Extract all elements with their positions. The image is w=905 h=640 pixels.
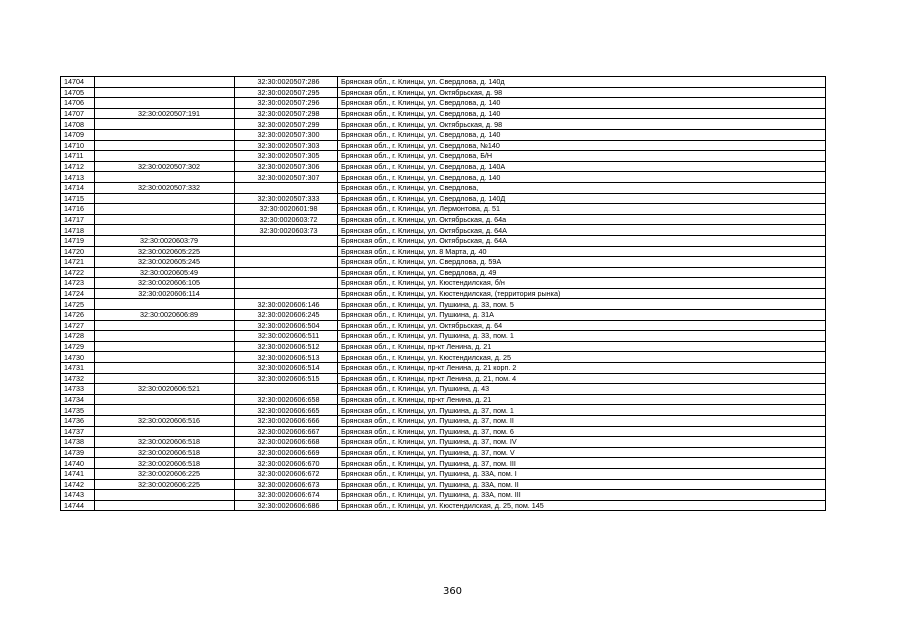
row-number-cell: 14718 bbox=[61, 225, 95, 236]
row-number-cell: 14730 bbox=[61, 352, 95, 363]
parent-cadastral-cell: 32:30:0020605:225 bbox=[95, 246, 235, 257]
row-number-cell: 14744 bbox=[61, 500, 95, 511]
address-cell: Брянская обл., г. Клинцы, ул. Пушкина, д. 33А, пом. II bbox=[338, 479, 826, 490]
parent-cadastral-cell bbox=[95, 426, 235, 437]
cadastral-number-cell: 32:30:0020606:672 bbox=[235, 468, 338, 479]
parent-cadastral-cell bbox=[95, 151, 235, 162]
table-body bbox=[61, 77, 826, 511]
cadastral-number-cell: 32:30:0020606:658 bbox=[235, 394, 338, 405]
cadastral-number-cell: 32:30:0020606:668 bbox=[235, 437, 338, 448]
address-cell: Брянская обл., г. Клинцы, ул. Пушкина, д. 37, пом. 6 bbox=[338, 426, 826, 437]
cadastral-number-cell: 32:30:0020606:673 bbox=[235, 479, 338, 490]
row-number-cell: 14715 bbox=[61, 193, 95, 204]
table-row bbox=[61, 394, 826, 405]
table-row bbox=[61, 447, 826, 458]
address-cell: Брянская обл., г. Клинцы, пр-кт Ленина, д. 21 корп. 2 bbox=[338, 363, 826, 374]
table-row bbox=[61, 437, 826, 448]
cadastral-number-cell bbox=[235, 384, 338, 395]
row-number-cell: 14738 bbox=[61, 437, 95, 448]
row-number-cell: 14727 bbox=[61, 320, 95, 331]
cadastral-number-cell: 32:30:0020507:299 bbox=[235, 119, 338, 130]
address-cell: Брянская обл., г. Клинцы, ул. Пушкина, д. 37, пом. V bbox=[338, 447, 826, 458]
row-number-cell: 14705 bbox=[61, 87, 95, 98]
parent-cadastral-cell: 32:30:0020606:516 bbox=[95, 416, 235, 427]
table-row bbox=[61, 182, 826, 193]
address-cell: Брянская обл., г. Клинцы, ул. Кюстендилская, (территория рынка) bbox=[338, 288, 826, 299]
row-number-cell: 14714 bbox=[61, 182, 95, 193]
parent-cadastral-cell: 32:30:0020606:105 bbox=[95, 278, 235, 289]
parent-cadastral-cell bbox=[95, 373, 235, 384]
table-row bbox=[61, 458, 826, 469]
table-row bbox=[61, 384, 826, 395]
address-cell: Брянская обл., г. Клинцы, ул. Пушкина, д. 37, пом. II bbox=[338, 416, 826, 427]
address-cell: Брянская обл., г. Клинцы, ул. Октябрьская, д. 64А bbox=[338, 225, 826, 236]
table-row bbox=[61, 108, 826, 119]
address-cell: Брянская обл., г. Клинцы, ул. Пушкина, д. 33, пом. 5 bbox=[338, 299, 826, 310]
row-number-cell: 14717 bbox=[61, 214, 95, 225]
address-cell: Брянская обл., г. Клинцы, ул. Пушкина, д. 33, пом. 1 bbox=[338, 331, 826, 342]
address-cell: Брянская обл., г. Клинцы, ул. Свердлова, д. 140д bbox=[338, 77, 826, 88]
table-row bbox=[61, 331, 826, 342]
row-number-cell: 14731 bbox=[61, 363, 95, 374]
row-number-cell: 14724 bbox=[61, 288, 95, 299]
parent-cadastral-cell bbox=[95, 225, 235, 236]
row-number-cell: 14720 bbox=[61, 246, 95, 257]
row-number-cell: 14707 bbox=[61, 108, 95, 119]
parent-cadastral-cell bbox=[95, 341, 235, 352]
parent-cadastral-cell bbox=[95, 214, 235, 225]
row-number-cell: 14719 bbox=[61, 235, 95, 246]
parent-cadastral-cell bbox=[95, 352, 235, 363]
parent-cadastral-cell: 32:30:0020606:518 bbox=[95, 458, 235, 469]
table-row bbox=[61, 193, 826, 204]
row-number-cell: 14728 bbox=[61, 331, 95, 342]
row-number-cell: 14721 bbox=[61, 257, 95, 268]
address-cell: Брянская обл., г. Клинцы, ул. Свердлова, д. 140 bbox=[338, 98, 826, 109]
row-number-cell: 14708 bbox=[61, 119, 95, 130]
cadastral-number-cell: 32:30:0020507:300 bbox=[235, 129, 338, 140]
parent-cadastral-cell: 32:30:0020507:332 bbox=[95, 182, 235, 193]
address-cell: Брянская обл., г. Клинцы, ул. Октябрьская, д. 64 bbox=[338, 320, 826, 331]
address-cell: Брянская обл., г. Клинцы, ул. Свердлова, д. 140 bbox=[338, 108, 826, 119]
address-cell: Брянская обл., г. Клинцы, ул. Октябрьская, д. 64а bbox=[338, 214, 826, 225]
table-row bbox=[61, 363, 826, 374]
address-cell: Брянская обл., г. Клинцы, ул. Свердлова, д. 59А bbox=[338, 257, 826, 268]
address-cell: Брянская обл., г. Клинцы, ул. Кюстендилская, д. 25 bbox=[338, 352, 826, 363]
cadastral-number-cell: 32:30:0020606:665 bbox=[235, 405, 338, 416]
row-number-cell: 14737 bbox=[61, 426, 95, 437]
parent-cadastral-cell: 32:30:0020507:191 bbox=[95, 108, 235, 119]
table-row bbox=[61, 500, 826, 511]
table-row bbox=[61, 278, 826, 289]
parent-cadastral-cell bbox=[95, 405, 235, 416]
address-cell: Брянская обл., г. Клинцы, ул. Кюстендилская, д. 25, пом. 145 bbox=[338, 500, 826, 511]
parent-cadastral-cell bbox=[95, 119, 235, 130]
cadastral-number-cell: 32:30:0020606:515 bbox=[235, 373, 338, 384]
address-cell: Брянская обл., г. Клинцы, ул. Пушкина, д. 43 bbox=[338, 384, 826, 395]
table-row bbox=[61, 267, 826, 278]
cadastral-number-cell: 32:30:0020606:504 bbox=[235, 320, 338, 331]
row-number-cell: 14734 bbox=[61, 394, 95, 405]
row-number-cell: 14706 bbox=[61, 98, 95, 109]
cadastral-number-cell: 32:30:0020507:295 bbox=[235, 87, 338, 98]
cadastral-table bbox=[60, 76, 826, 511]
row-number-cell: 14736 bbox=[61, 416, 95, 427]
table-row bbox=[61, 214, 826, 225]
table-row bbox=[61, 204, 826, 215]
table-row bbox=[61, 352, 826, 363]
table-row bbox=[61, 235, 826, 246]
row-number-cell: 14716 bbox=[61, 204, 95, 215]
parent-cadastral-cell: 32:30:0020606:518 bbox=[95, 437, 235, 448]
row-number-cell: 14711 bbox=[61, 151, 95, 162]
row-number-cell: 14735 bbox=[61, 405, 95, 416]
row-number-cell: 14725 bbox=[61, 299, 95, 310]
table-row bbox=[61, 225, 826, 236]
address-cell: Брянская обл., г. Клинцы, ул. Пушкина, д. 37, пом. III bbox=[338, 458, 826, 469]
cadastral-number-cell bbox=[235, 235, 338, 246]
cadastral-number-cell: 32:30:0020603:72 bbox=[235, 214, 338, 225]
row-number-cell: 14741 bbox=[61, 468, 95, 479]
address-cell: Брянская обл., г. Клинцы, ул. Кюстендилская, б/н bbox=[338, 278, 826, 289]
cadastral-number-cell: 32:30:0020606:513 bbox=[235, 352, 338, 363]
address-cell: Брянская обл., г. Клинцы, ул. Пушкина, д. 37, пом. IV bbox=[338, 437, 826, 448]
parent-cadastral-cell: 32:30:0020507:302 bbox=[95, 161, 235, 172]
cadastral-number-cell: 32:30:0020603:73 bbox=[235, 225, 338, 236]
cadastral-number-cell: 32:30:0020606:512 bbox=[235, 341, 338, 352]
table-row bbox=[61, 129, 826, 140]
table-row bbox=[61, 288, 826, 299]
parent-cadastral-cell bbox=[95, 172, 235, 183]
address-cell: Брянская обл., г. Клинцы, пр-кт Ленина, д. 21 bbox=[338, 394, 826, 405]
row-number-cell: 14704 bbox=[61, 77, 95, 88]
parent-cadastral-cell bbox=[95, 500, 235, 511]
parent-cadastral-cell: 32:30:0020606:225 bbox=[95, 468, 235, 479]
table-row bbox=[61, 87, 826, 98]
row-number-cell: 14729 bbox=[61, 341, 95, 352]
parent-cadastral-cell bbox=[95, 331, 235, 342]
address-cell: Брянская обл., г. Клинцы, ул. Пушкина, д. 33А, пом. I bbox=[338, 468, 826, 479]
table-row bbox=[61, 373, 826, 384]
cadastral-number-cell: 32:30:0020606:686 bbox=[235, 500, 338, 511]
address-cell: Брянская обл., г. Клинцы, пр-кт Ленина, д. 21, пом. 4 bbox=[338, 373, 826, 384]
table-row bbox=[61, 405, 826, 416]
row-number-cell: 14732 bbox=[61, 373, 95, 384]
cadastral-number-cell: 32:30:0020507:305 bbox=[235, 151, 338, 162]
cadastral-number-cell: 32:30:0020606:669 bbox=[235, 447, 338, 458]
address-cell: Брянская обл., г. Клинцы, ул. Свердлова, bbox=[338, 182, 826, 193]
row-number-cell: 14722 bbox=[61, 267, 95, 278]
table-row bbox=[61, 416, 826, 427]
cadastral-number-cell: 32:30:0020507:286 bbox=[235, 77, 338, 88]
parent-cadastral-cell bbox=[95, 129, 235, 140]
address-cell: Брянская обл., г. Клинцы, ул. Свердлова, №140 bbox=[338, 140, 826, 151]
table-row bbox=[61, 479, 826, 490]
table-row bbox=[61, 299, 826, 310]
parent-cadastral-cell bbox=[95, 394, 235, 405]
cadastral-number-cell: 32:30:0020606:674 bbox=[235, 490, 338, 501]
parent-cadastral-cell: 32:30:0020606:518 bbox=[95, 447, 235, 458]
parent-cadastral-cell: 32:30:0020606:89 bbox=[95, 310, 235, 321]
parent-cadastral-cell bbox=[95, 299, 235, 310]
parent-cadastral-cell bbox=[95, 320, 235, 331]
address-cell: Брянская обл., г. Клинцы, ул. Свердлова, д. 140 bbox=[338, 172, 826, 183]
table-row bbox=[61, 257, 826, 268]
table-row bbox=[61, 119, 826, 130]
parent-cadastral-cell: 32:30:0020605:245 bbox=[95, 257, 235, 268]
parent-cadastral-cell bbox=[95, 140, 235, 151]
cadastral-number-cell: 32:30:0020507:306 bbox=[235, 161, 338, 172]
address-cell: Брянская обл., г. Клинцы, ул. Свердлова, д. 140А bbox=[338, 161, 826, 172]
row-number-cell: 14740 bbox=[61, 458, 95, 469]
parent-cadastral-cell: 32:30:0020603:79 bbox=[95, 235, 235, 246]
cadastral-number-cell bbox=[235, 246, 338, 257]
parent-cadastral-cell: 32:30:0020605:49 bbox=[95, 267, 235, 278]
row-number-cell: 14712 bbox=[61, 161, 95, 172]
row-number-cell: 14733 bbox=[61, 384, 95, 395]
cadastral-number-cell: 32:30:0020606:146 bbox=[235, 299, 338, 310]
address-cell: Брянская обл., г. Клинцы, ул. Свердлова, д. 49 bbox=[338, 267, 826, 278]
row-number-cell: 14739 bbox=[61, 447, 95, 458]
table-row bbox=[61, 172, 826, 183]
cadastral-number-cell: 32:30:0020507:298 bbox=[235, 108, 338, 119]
address-cell: Брянская обл., г. Клинцы, ул. Свердлова, д. 140Д bbox=[338, 193, 826, 204]
cadastral-number-cell bbox=[235, 278, 338, 289]
cadastral-number-cell bbox=[235, 267, 338, 278]
parent-cadastral-cell bbox=[95, 363, 235, 374]
address-cell: Брянская обл., г. Клинцы, ул. Октябрьская, д. 98 bbox=[338, 119, 826, 130]
row-number-cell: 14726 bbox=[61, 310, 95, 321]
parent-cadastral-cell: 32:30:0020606:521 bbox=[95, 384, 235, 395]
table-row bbox=[61, 341, 826, 352]
table-row bbox=[61, 320, 826, 331]
table-row bbox=[61, 490, 826, 501]
cadastral-number-cell bbox=[235, 288, 338, 299]
parent-cadastral-cell bbox=[95, 98, 235, 109]
cadastral-number-cell: 32:30:0020606:667 bbox=[235, 426, 338, 437]
cadastral-number-cell bbox=[235, 182, 338, 193]
row-number-cell: 14710 bbox=[61, 140, 95, 151]
table-row bbox=[61, 246, 826, 257]
table-row bbox=[61, 468, 826, 479]
parent-cadastral-cell: 32:30:0020606:225 bbox=[95, 479, 235, 490]
cadastral-number-cell: 32:30:0020601:98 bbox=[235, 204, 338, 215]
cadastral-number-cell: 32:30:0020606:670 bbox=[235, 458, 338, 469]
cadastral-number-cell: 32:30:0020606:666 bbox=[235, 416, 338, 427]
row-number-cell: 14709 bbox=[61, 129, 95, 140]
table-row bbox=[61, 161, 826, 172]
address-cell: Брянская обл., г. Клинцы, ул. Пушкина, д. 37, пом. 1 bbox=[338, 405, 826, 416]
page-number: 360 bbox=[442, 586, 463, 597]
address-cell: Брянская обл., г. Клинцы, ул. Свердлова, д. 140 bbox=[338, 129, 826, 140]
parent-cadastral-cell bbox=[95, 193, 235, 204]
address-cell: Брянская обл., г. Клинцы, ул. Октябрьская, д. 64А bbox=[338, 235, 826, 246]
table-row bbox=[61, 140, 826, 151]
row-number-cell: 14742 bbox=[61, 479, 95, 490]
parent-cadastral-cell bbox=[95, 204, 235, 215]
table-row bbox=[61, 426, 826, 437]
parent-cadastral-cell bbox=[95, 490, 235, 501]
cadastral-number-cell: 32:30:0020606:245 bbox=[235, 310, 338, 321]
cadastral-number-cell: 32:30:0020507:303 bbox=[235, 140, 338, 151]
address-cell: Брянская обл., г. Клинцы, ул. Лермонтова, д. 51 bbox=[338, 204, 826, 215]
address-cell: Брянская обл., г. Клинцы, ул. Пушкина, д. 33А, пом. III bbox=[338, 490, 826, 501]
row-number-cell: 14713 bbox=[61, 172, 95, 183]
cadastral-number-cell: 32:30:0020507:307 bbox=[235, 172, 338, 183]
parent-cadastral-cell: 32:30:0020606:114 bbox=[95, 288, 235, 299]
table-row bbox=[61, 310, 826, 321]
row-number-cell: 14743 bbox=[61, 490, 95, 501]
address-cell: Брянская обл., г. Клинцы, ул. Октябрьская, д. 98 bbox=[338, 87, 826, 98]
parent-cadastral-cell bbox=[95, 77, 235, 88]
address-cell: Брянская обл., г. Клинцы, пр-кт Ленина, д. 21 bbox=[338, 341, 826, 352]
cadastral-number-cell: 32:30:0020606:514 bbox=[235, 363, 338, 374]
table-row bbox=[61, 77, 826, 88]
table-row bbox=[61, 98, 826, 109]
address-cell: Брянская обл., г. Клинцы, ул. 8 Марта, д. 40 bbox=[338, 246, 826, 257]
cadastral-number-cell: 32:30:0020507:296 bbox=[235, 98, 338, 109]
cadastral-number-cell: 32:30:0020606:511 bbox=[235, 331, 338, 342]
table-row bbox=[61, 151, 826, 162]
address-cell: Брянская обл., г. Клинцы, ул. Пушкина, д. 31А bbox=[338, 310, 826, 321]
cadastral-number-cell: 32:30:0020507:333 bbox=[235, 193, 338, 204]
parent-cadastral-cell bbox=[95, 87, 235, 98]
address-cell: Брянская обл., г. Клинцы, ул. Свердлова, Б/Н bbox=[338, 151, 826, 162]
cadastral-number-cell bbox=[235, 257, 338, 268]
row-number-cell: 14723 bbox=[61, 278, 95, 289]
